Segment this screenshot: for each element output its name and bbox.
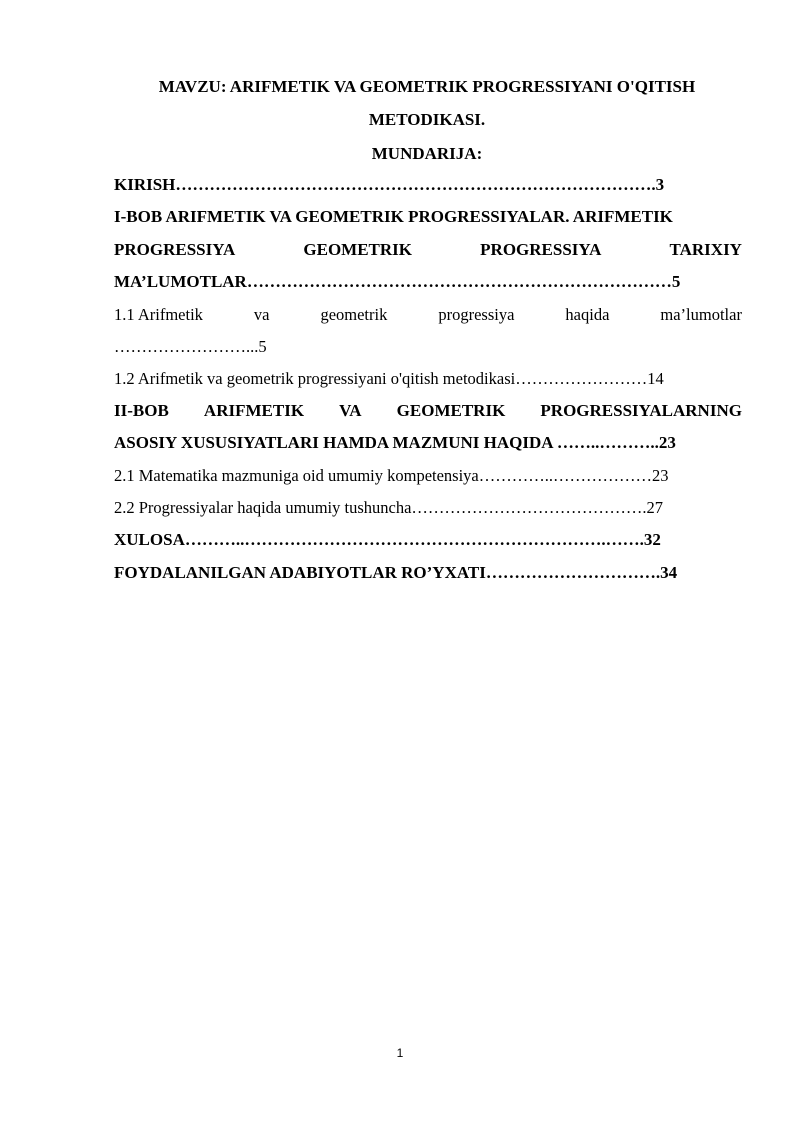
toc-word: GEOMETRIK: [303, 240, 413, 259]
toc-entry-bob1-line-3: MA’LUMOTLAR…………………………………………………………………5: [114, 272, 681, 291]
toc-entry-2-2: 2.2 Progressiyalar haqida umumiy tushuncha…………………………………….27: [114, 498, 664, 517]
toc-word: PROGRESSIYALARNING: [540, 401, 742, 420]
toc-word: ma’lumotlar: [660, 305, 742, 324]
toc-word: PROGRESSIYA: [480, 240, 602, 259]
toc-word: progressiya: [438, 305, 515, 324]
toc-entry-adabiyotlar: FOYDALANILGAN ADABIYOTLAR RO’YXATI………………………….34: [114, 563, 678, 582]
toc-entry-1-2: 1.2 Arifmetik va geometrik progressiyani o'qitish metodikasi……………………14: [114, 369, 664, 388]
toc-word: TARIXIY: [669, 240, 742, 259]
toc-entry-bob1-line-1: I-BOB ARIFMETIK VA GEOMETRIK PROGRESSIYALAR. ARIFMETIK: [114, 207, 673, 226]
toc-entry-bob1-line-2: [114, 240, 742, 260]
document-title-line-1: MAVZU: ARIFMETIK VA GEOMETRIK PROGRESSIYANI O'QITISH: [158, 77, 696, 96]
toc-heading: MUNDARIJA:: [371, 144, 483, 163]
toc-word: PROGRESSIYA: [114, 240, 236, 259]
page-number: 1: [396, 1046, 404, 1060]
toc-word: VA: [339, 401, 362, 420]
toc-word: va: [253, 305, 270, 324]
toc-entry-bob2-line-2: ASOSIY XUSUSIYATLARI HAMDA MAZMUNI HAQIDA ……..………..23: [114, 433, 676, 452]
toc-entry-1-1-line-1: [114, 305, 742, 325]
toc-entry-1-1-line-2: ……………………...5: [114, 337, 267, 356]
toc-entry-2-1: 2.1 Matematika mazmuniga oid umumiy kompetensiya…………..………………23: [114, 466, 669, 485]
toc-word: ARIFMETIK: [203, 401, 305, 420]
toc-entry-kirish: KIRISH………………………………………………………………………….3: [114, 175, 665, 194]
toc-word: 1.1 Arifmetik: [114, 305, 203, 324]
toc-entry-bob2-line-1: [114, 401, 742, 421]
document-title-line-2: METODIKASI.: [368, 110, 486, 129]
toc-word: geometrik: [320, 305, 388, 324]
toc-word: haqida: [565, 305, 610, 324]
toc-entry-xulosa: XULOSA………..……………………………………………………….…….32: [114, 530, 661, 549]
toc-word: II-BOB: [114, 401, 169, 420]
toc-word: GEOMETRIK: [396, 401, 506, 420]
